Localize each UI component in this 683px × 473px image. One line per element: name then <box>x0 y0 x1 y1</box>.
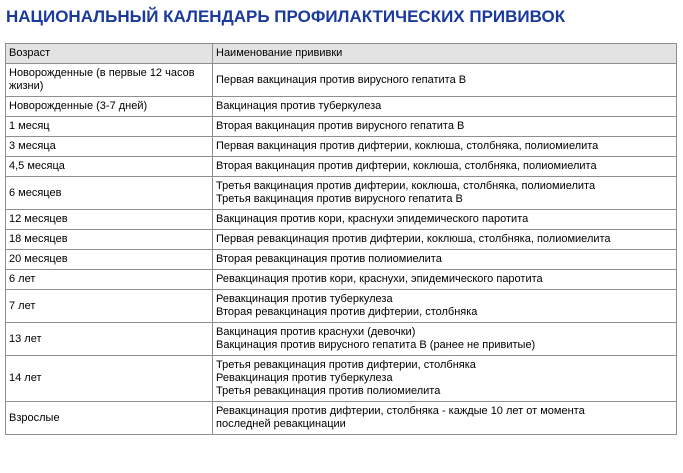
vaccine-cell <box>213 356 676 401</box>
table-row <box>6 250 676 269</box>
vaccine-cell <box>213 157 676 176</box>
age-cell <box>6 250 212 269</box>
vaccine-line: Вторая ревакцинация против дифтерии, столбняка <box>216 306 478 318</box>
age-label: 7 лет <box>9 299 36 312</box>
vaccine-cell <box>213 290 676 322</box>
vaccine-cell <box>213 64 676 96</box>
table-row <box>6 97 676 116</box>
vaccine-line: Ревакцинация против дифтерии, столбняка - каждые 10 лет от момента <box>216 405 585 417</box>
vaccine-line: Третья вакцинация против дифтерии, коклюша, столбняка, полиомиелита <box>216 180 596 192</box>
age-label: 14 лет <box>9 372 42 384</box>
vaccine-line: последней ревакцинации <box>216 418 346 430</box>
vaccine-line: Третья ревакцинация против дифтерии, столбняка <box>216 359 476 371</box>
vaccine-cell <box>213 210 676 229</box>
age-label: 6 лет <box>9 273 36 285</box>
age-cell <box>6 290 212 322</box>
vaccine-line: Ревакцинация против туберкулеза <box>216 372 393 384</box>
table-body <box>6 64 676 434</box>
table-row <box>6 323 676 355</box>
age-label: 13 лет <box>9 332 42 345</box>
table-row <box>6 290 676 322</box>
column-header-age: Возраст <box>6 44 212 63</box>
age-label: 12 месяцев <box>9 213 68 225</box>
age-cell <box>6 356 212 401</box>
table-row <box>6 117 676 136</box>
age-label: 3 месяца <box>9 140 56 152</box>
table-row <box>6 230 676 249</box>
age-cell <box>6 177 212 209</box>
table-row <box>6 210 676 229</box>
age-label: 6 месяцев <box>9 186 62 199</box>
age-label: 4,5 месяца <box>9 160 65 172</box>
vaccine-cell <box>213 97 676 116</box>
page-title: НАЦИОНАЛЬНЫЙ КАЛЕНДАРЬ ПРОФИЛАКТИЧЕСКИХ ПРИВИВОК <box>6 7 566 26</box>
age-cell <box>6 230 212 249</box>
vaccine-line: Ревакцинация против кори, краснухи, эпидемического паротита <box>216 273 543 285</box>
age-label: 20 месяцев <box>9 253 68 265</box>
table-row <box>6 137 676 156</box>
vaccine-cell <box>213 177 676 209</box>
table-row <box>6 270 676 289</box>
age-cell <box>6 402 212 434</box>
vaccine-line: Вакцинация против краснухи (девочки) <box>216 326 416 338</box>
table-row <box>6 402 676 434</box>
vaccine-cell <box>213 117 676 136</box>
table-row <box>6 64 676 96</box>
vaccination-schedule-table <box>5 43 677 435</box>
age-label: Взрослые <box>9 411 60 424</box>
table-row <box>6 356 676 401</box>
age-label: Новорожденные (в первые 12 часов жизни) <box>9 67 195 92</box>
table-header-row <box>6 44 676 63</box>
vaccine-line: Вторая вакцинация против вирусного гепатита В <box>216 120 465 132</box>
age-cell <box>6 117 212 136</box>
vaccine-line: Вторая ревакцинация против полиомиелита <box>216 253 442 265</box>
age-cell <box>6 157 212 176</box>
vaccine-cell <box>213 402 676 434</box>
vaccine-cell <box>213 137 676 156</box>
vaccine-line: Первая ревакцинация против дифтерии, коклюша, столбняка, полиомиелита <box>216 233 611 245</box>
age-cell <box>6 323 212 355</box>
vaccine-line: Первая вакцинация против вирусного гепатита В <box>216 73 467 86</box>
age-cell <box>6 64 212 96</box>
column-header-vaccine: Наименование прививки <box>213 44 676 63</box>
table-row <box>6 157 676 176</box>
age-cell <box>6 137 212 156</box>
vaccine-line: Вакцинация против кори, краснухи эпидемического паротита <box>216 213 529 225</box>
vaccine-line: Вакцинация против туберкулеза <box>216 100 382 112</box>
vaccine-cell <box>213 250 676 269</box>
table-row <box>6 177 676 209</box>
vaccine-line: Ревакцинация против туберкулеза <box>216 293 393 305</box>
vaccine-line: Третья ревакцинация против полиомиелита <box>216 385 441 397</box>
age-cell <box>6 210 212 229</box>
age-label: 1 месяц <box>9 120 50 132</box>
age-cell <box>6 97 212 116</box>
age-label: Новорожденные (3-7 дней) <box>9 100 148 112</box>
vaccine-cell <box>213 323 676 355</box>
vaccine-line: Первая вакцинация против дифтерии, коклюша, столбняка, полиомиелита <box>216 140 599 152</box>
age-cell <box>6 270 212 289</box>
vaccine-cell <box>213 270 676 289</box>
vaccine-cell <box>213 230 676 249</box>
vaccine-line: Вакцинация против вирусного гепатита В (ранее не привитые) <box>216 339 536 351</box>
vaccine-line: Вторая вакцинация против дифтерии, коклюша, столбняка, полиомиелита <box>216 160 597 172</box>
age-label: 18 месяцев <box>9 233 68 245</box>
vaccine-line: Третья вакцинация против вирусного гепатита В <box>216 193 463 205</box>
